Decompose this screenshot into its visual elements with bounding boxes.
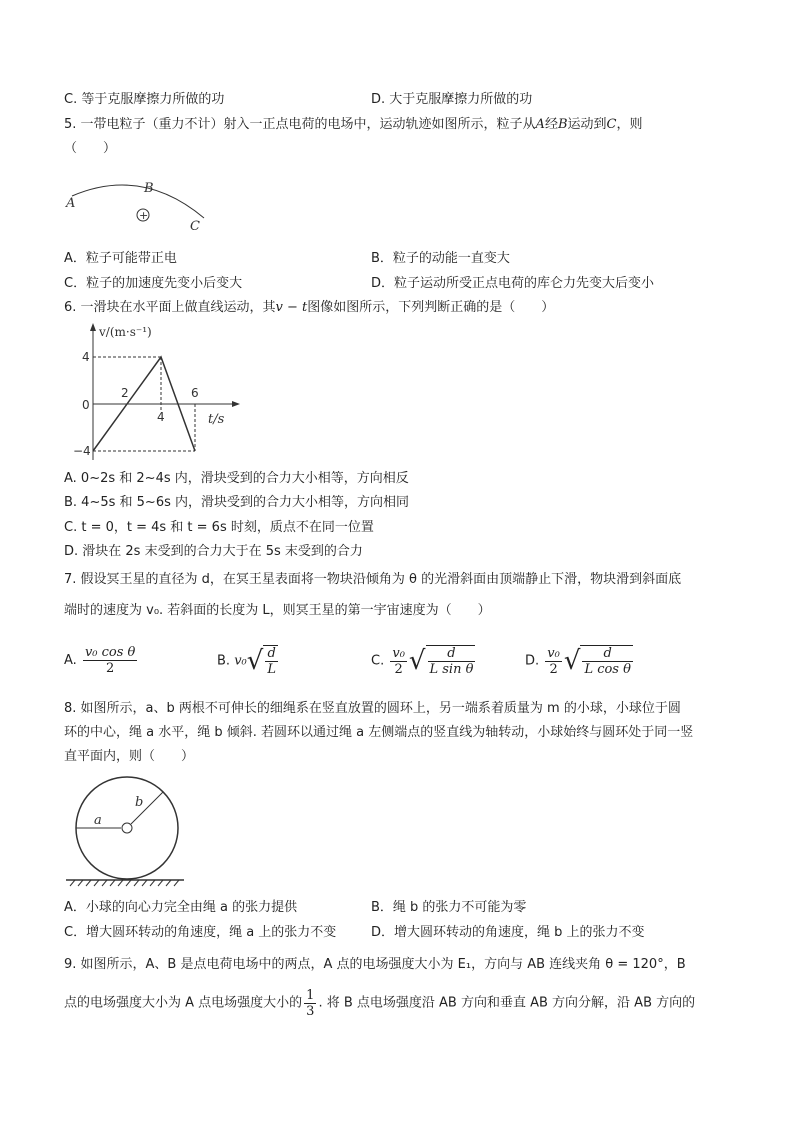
q6-ylabel: v/(m·s⁻¹) — [99, 325, 152, 339]
q5-option-a: A．粒子可能带正电 — [64, 251, 177, 266]
q7-option-d: D. $\frac{\text{v₀}}{2}$ √ $\frac{d}{\text{L cos θ}}$ — [525, 645, 631, 677]
q6-xlabel: t/s — [208, 412, 225, 427]
q5-option-c: C．粒子的加速度先变小后变大 — [64, 276, 243, 291]
q8-line1: 8. 如图所示，a、b 两根不可伸长的细绳系在竖直放置的圆环上，另一端系着质量为 m 的小球，小球位于圆 — [64, 701, 681, 716]
q8-line3: 直平面内，则（ ） — [64, 749, 195, 764]
q7-line2: 端时的速度为 v₀. 若斜面的长度为 L，则冥王星的第一宇宙速度为（ ） — [64, 603, 491, 618]
q6-option-c: C. t = 0，t = 4s 和 t = 6s 时刻，质点不在同一位置 — [64, 520, 374, 535]
q6-tick-y0: 0 — [82, 398, 90, 412]
q8-label-a: a — [94, 813, 102, 828]
q7-line1: 7. 假设冥王星的直径为 d，在冥王星表面将一物块沿倾角为 θ 的光滑斜面由顶端静止下滑，物块滑到斜面底 — [64, 572, 682, 587]
q8-option-d: D．增大圆环转动的角速度，绳 b 上的张力不变 — [371, 925, 645, 940]
q6-tick-y4: 4 — [82, 350, 90, 364]
q8-option-a: A．小球的向心力完全由绳 a 的张力提供 — [64, 900, 298, 915]
q6-option-a: A. 0~2s 和 2~4s 内，滑块受到的合力大小相等，方向相反 — [64, 471, 409, 486]
q6-x-arrow — [232, 401, 240, 407]
q8-option-c: C．增大圆环转动的角速度，绳 a 上的张力不变 — [64, 925, 337, 940]
q7-option-a: A. $\frac{\text{v₀ cos θ}}{2}$ — [64, 645, 136, 676]
q8-line2: 环的中心，绳 a 水平，绳 b 倾斜. 若圆环以通过绳 a 左侧端点的竖直线为轴转动，小球始终与圆环处于同一竖 — [64, 725, 694, 740]
q6-y-arrow — [90, 323, 96, 331]
q8-ball — [122, 823, 132, 833]
q9-line1: 9. 如图所示，A、B 是点电荷电场中的两点，A 点的电场强度大小为 E₁，方向与 AB 连线夹角 θ = 120°，B — [64, 957, 686, 972]
q6-stem: 6. 一滑块在水平面上做直线运动，其v − t图像如图所示，下列判断正确的是（ ） — [64, 300, 555, 315]
q8-ring-figure — [62, 776, 186, 888]
q6-tick-x2: 2 — [121, 386, 129, 400]
q5-stem: 5. 一带电粒子（重力不计）射入一正点电荷的电场中，运动轨迹如图所示，粒子从A经B运动到C，则 — [64, 117, 643, 132]
q5-option-b: B．粒子的动能一直变大 — [371, 251, 510, 266]
q6-option-b: B. 4~5s 和 5~6s 内，滑块受到的合力大小相等，方向相同 — [64, 495, 409, 510]
q6-tick-x4: 4 — [157, 410, 165, 424]
q6-tick-x6: 6 — [191, 386, 199, 400]
q5-trajectory-curve — [72, 185, 204, 218]
q5-trajectory-figure — [62, 172, 222, 234]
q6-option-d: D. 滑块在 2s 末受到的合力大于在 5s 末受到的合力 — [64, 544, 363, 559]
q4-option-d: D. 大于克服摩擦力所做的功 — [371, 92, 533, 107]
q5-option-d: D．粒子运动所受正点电荷的库仑力先变大后变小 — [371, 276, 655, 291]
q8-option-b: B．绳 b 的张力不可能为零 — [371, 900, 527, 915]
q5-label-b: B — [144, 181, 154, 196]
q5-label-a: A — [66, 196, 76, 211]
q9-fraction: $\frac{1}{3}$ — [306, 988, 315, 1019]
q8-ground-hatching — [70, 880, 179, 886]
q7-option-c: C. $\frac{\text{v₀}}{2}$ √ $\frac{d}{\text{L sin θ}}$ — [371, 645, 474, 677]
q5-charge-sign: + — [139, 209, 149, 222]
q7-option-b: B. v₀√ $\frac{d}{L}$ — [217, 646, 276, 677]
q5-label-c: C — [190, 219, 200, 234]
q6-tick-yn4: −4 — [73, 444, 91, 458]
q9-line2: 点的电场强度大小为 A 点电场强度大小的 $\frac{1}{3}$ . 将 B 点电场强度沿 AB 方向和垂直 AB 方向分解，沿 AB 方向的 — [64, 988, 696, 1019]
q4-option-c: C. 等于克服摩擦力所做的功 — [64, 92, 225, 107]
q6-vt-graph — [56, 320, 246, 470]
q8-label-b: b — [135, 795, 144, 810]
q5-paren: （ ） — [64, 141, 117, 156]
